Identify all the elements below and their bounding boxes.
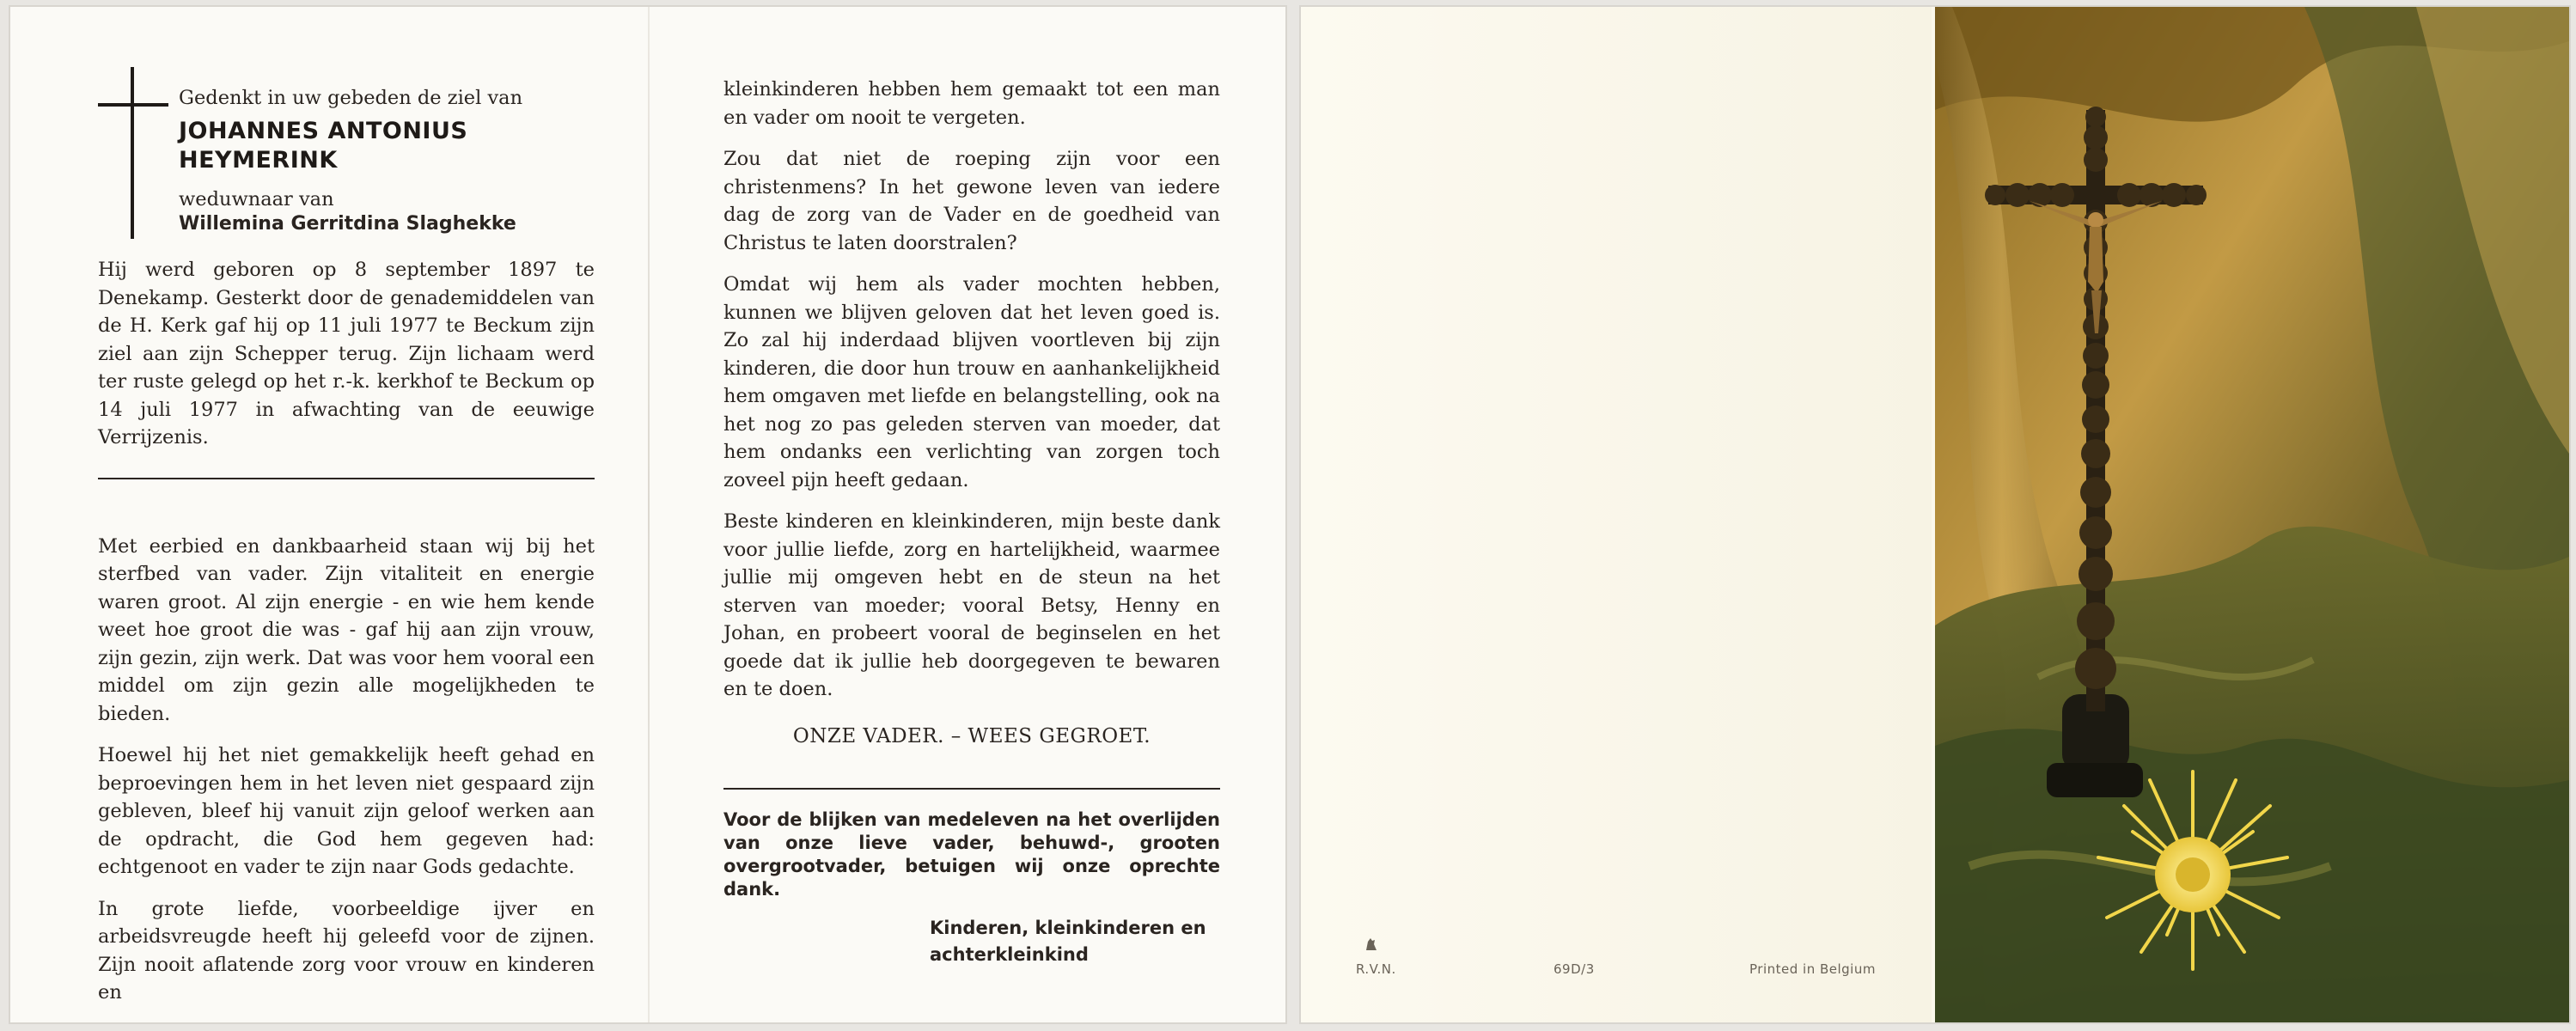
deceased-name-line2: HEYMERINK bbox=[179, 147, 338, 174]
widower-label: weduwnaar van bbox=[179, 188, 334, 210]
back-panel bbox=[1301, 7, 1932, 1022]
paragraph-2: Hoewel hij het niet gemakkelijk heeft gehad en beproevingen hem in het leven niet gespaard zijn gebleven, bleef hij vanuit zijn geloof werken aan de opdracht, die God hem gegeven had: echtgenoot en vader te zijn naar Gods gedachte. bbox=[98, 744, 595, 878]
column-left bbox=[98, 256, 595, 1021]
publisher-logo-icon bbox=[1361, 933, 1382, 954]
cross-icon-vertical bbox=[131, 67, 134, 239]
fold-line bbox=[648, 7, 650, 1022]
prayer-line: ONZE VADER. – WEES GEGROET. bbox=[792, 724, 1151, 747]
paragraph-1: Met eerbied en dankbaarheid staan wij bij het sterfbed van vader. Zijn vitaliteit en energie waren groot. Al zijn energie - en wie hem kende weet hoe groot die was - gaf hij aan zijn vrouw, zijn gezin, zijn werk. Dat was voor hem vooral een middel om zijn gezin alle mogelijkheden te bieden. bbox=[98, 534, 595, 725]
publisher-mark: R.V.N. bbox=[1356, 961, 1396, 977]
memorial-card-outside bbox=[1301, 7, 2569, 1022]
card-code: 69D/3 bbox=[1554, 961, 1595, 977]
crucifix-photo bbox=[1935, 7, 2569, 1022]
signed-line1: Kinderen, kleinkinderen en bbox=[930, 918, 1206, 938]
divider bbox=[98, 478, 595, 479]
paragraph-7: Beste kinderen en kleinkinderen, mijn beste dank voor jullie liefde, zorg en hartelijkheid, waarmee jullie mij omgeven hebt en de steun na het sterven van moeder; vooral Betsy, Henny en Johan, en probeert vooral de beginselen en het goede dat ik jullie heb doorgegeven te bewaren en te doen. bbox=[723, 510, 1220, 700]
crucifix-image bbox=[1935, 7, 2569, 1022]
deceased-name-line1: JOHANNES ANTONIUS bbox=[179, 118, 468, 144]
paragraph-3: In grote liefde, voorbeeldige ijver en arbeidsvreugde heeft hij geleefd voor de zijnen. Zijn nooit aflatende zorg voor vrouw en kinderen en bbox=[98, 897, 595, 1004]
column-right bbox=[723, 76, 1220, 968]
divider-2 bbox=[723, 788, 1220, 790]
cross-icon-horizontal bbox=[98, 103, 168, 107]
intro-text: Gedenkt in uw gebeden de ziel van bbox=[179, 87, 523, 109]
memorial-card-inside bbox=[10, 7, 1285, 1022]
printed-in: Printed in Belgium bbox=[1749, 961, 1876, 977]
signed-line2: achterkleinkind bbox=[930, 944, 1089, 965]
paragraph-5: Zou dat niet de roeping zijn voor een christenmens? In het gewone leven van iedere dag de zorg van de Vader en de goedheid van Christus te laten doorstralen? bbox=[723, 148, 1220, 254]
spouse-name: Willemina Gerritdina Slaghekke bbox=[179, 213, 516, 235]
paragraph-4: kleinkinderen hebben hem gemaakt tot een man en vader om nooit te vergeten. bbox=[723, 78, 1220, 129]
header-block bbox=[179, 84, 626, 237]
bio-paragraph: Hij werd geboren op 8 september 1897 te Denekamp. Gesterkt door de genademiddelen van de H. Kerk gaf hij op 11 juli 1977 te Beckum zijn ziel aan zijn Schepper terug. Zijn lichaam werd ter ruste gelegd op het r.-k. kerkhof te Beckum op 14 juli 1977 in afwachting van de eeuwige Verrijzenis. bbox=[98, 259, 595, 448]
thanks-paragraph: Voor de blijken van medeleven na het overlijden van onze lieve vader, behuwd-, grooten overgrootvader, betuigen wij onze oprechte dank. bbox=[723, 809, 1220, 900]
paragraph-6: Omdat wij hem als vader mochten hebben, kunnen we blijven geloven dat het leven goed is. Zo zal hij inderdaad blijven voortleven bij zijn kinderen, die door hun trouw en aanhankelijkheid hem omgaven met liefde en belangstelling, ook na het nog zo pas geleden sterven van moeder, dat hem ondanks een verlichting van zorgen toch zoveel pijn heeft gedaan. bbox=[723, 273, 1220, 491]
